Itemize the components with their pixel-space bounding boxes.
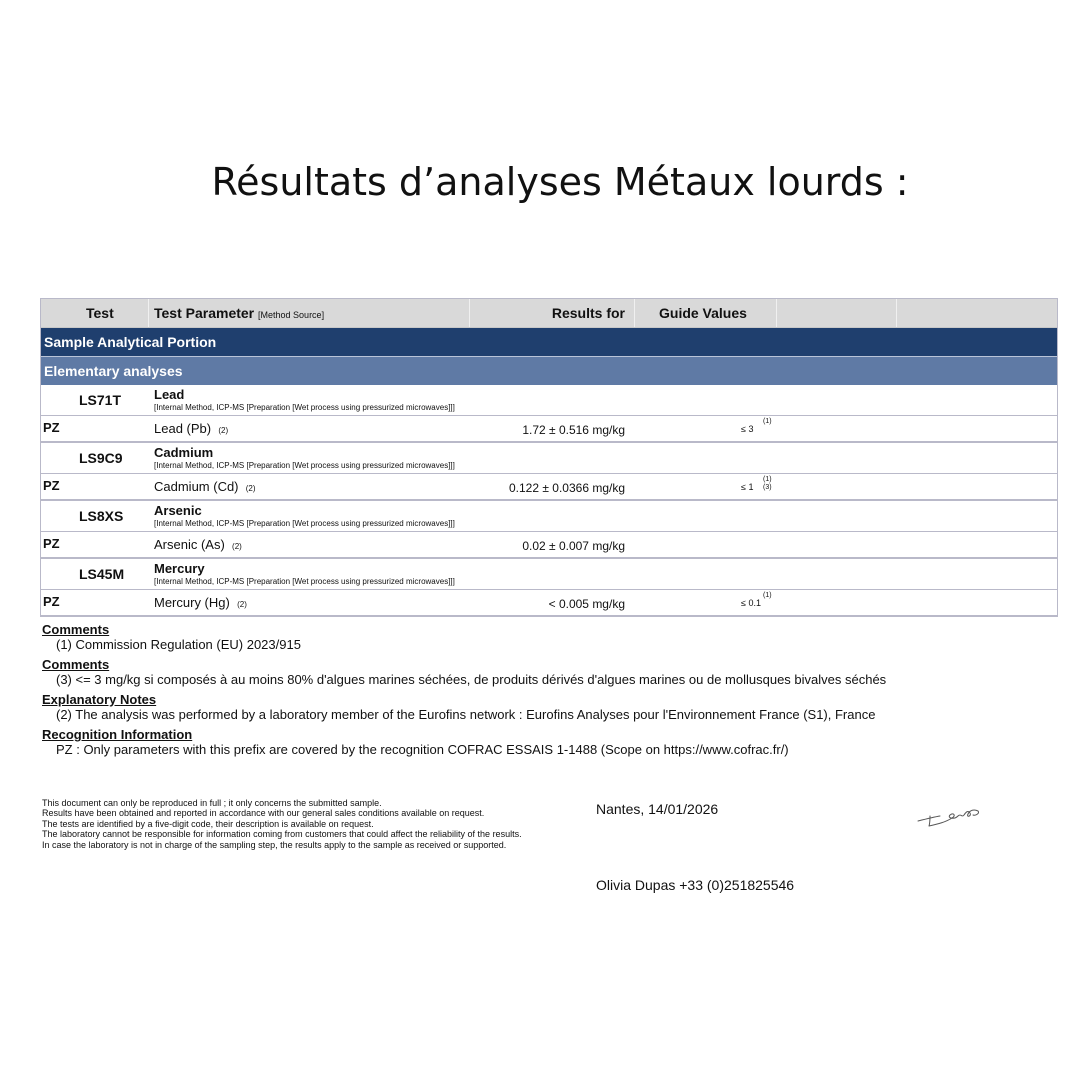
parameter-name: Lead [154, 387, 185, 402]
result-value: 0.122 ± 0.0366 mg/kg [509, 481, 625, 495]
disclaimer-line: The laboratory cannot be responsible for information coming from customers that could affect the reliability of the results. [42, 829, 522, 840]
parameter-name: Arsenic [154, 503, 202, 518]
notes-section [42, 622, 886, 762]
method-source: [Internal Method, ICP-MS [Preparation [Wet process using pressurized microwaves]]] [154, 461, 455, 470]
method-source: [Internal Method, ICP-MS [Preparation [Wet process using pressurized microwaves]]] [154, 577, 455, 586]
header-test: Test [86, 305, 114, 321]
result-value: 0.02 ± 0.007 mg/kg [522, 539, 625, 553]
method-source: [Internal Method, ICP-MS [Preparation [Wet process using pressurized microwaves]]] [154, 403, 455, 412]
parameter-name: Mercury [154, 561, 205, 576]
table-row [41, 385, 1057, 416]
prefix: PZ [43, 594, 60, 609]
prefix: PZ [43, 478, 60, 493]
results-table [40, 298, 1058, 617]
header-results: Results for [551, 305, 625, 321]
note-text: PZ : Only parameters with this prefix are covered by the recognition COFRAC ESSAIS 1-1488 (Scope on https://www.cofrac.fr/) [56, 742, 789, 757]
header-parameter: Test Parameter [Method Source] [154, 305, 325, 321]
subsection-band: Elementary analyses [41, 356, 1057, 385]
disclaimer-line: The tests are identified by a five-digit code, their description is available on request. [42, 818, 374, 829]
place-date: Nantes, 14/01/2026 [596, 801, 719, 817]
test-code: LS71T [79, 392, 122, 408]
prefix: PZ [43, 536, 60, 551]
parameter-label: Cadmium (Cd) (2) [154, 479, 256, 494]
prefix: PZ [43, 420, 60, 435]
page-title: Résultats d’analyses Métaux lourds : [211, 160, 909, 204]
section-band: Sample Analytical Portion [41, 328, 1057, 356]
disclaimer-line: Results have been obtained and reported in accordance with our general sales conditions available on request. [42, 808, 485, 819]
table-row [41, 474, 1057, 501]
table-row [41, 501, 1057, 532]
parameter-name: Cadmium [154, 445, 214, 460]
table-row [41, 559, 1057, 590]
table-header [41, 299, 1057, 328]
parameter-label: Arsenic (As) (2) [154, 537, 242, 552]
disclaimer [42, 798, 588, 850]
test-code: LS8XS [79, 508, 124, 524]
disclaimer-line: In case the laboratory is not in charge of the sampling step, the results apply to the sample as received or supported. [42, 839, 507, 850]
note-heading: Comments [42, 622, 110, 637]
result-value: 1.72 ± 0.516 mg/kg [522, 423, 625, 437]
guide-value: ≤ 1 (1) (3) [741, 476, 772, 492]
note-text: (2) The analysis was performed by a laboratory member of the Eurofins network : Eurofins Analyses pour l'Environnement France (S1), France [56, 707, 876, 722]
header-guide: Guide Values [659, 305, 747, 321]
note-text: (1) Commission Regulation (EU) 2023/915 [56, 637, 301, 652]
table-row [41, 590, 1057, 617]
table-row [41, 416, 1057, 443]
guide-value: ≤ 0.1 (1) [741, 592, 772, 608]
note-heading: Explanatory Notes [42, 692, 157, 707]
signature-image [916, 804, 984, 830]
disclaimer-line: This document can only be reproduced in full ; it only concerns the submitted sample. [42, 798, 382, 808]
guide-value: ≤ 3 (1) [741, 418, 772, 434]
parameter-label: Mercury (Hg) (2) [154, 595, 247, 610]
note-heading: Recognition Information [42, 727, 193, 742]
note-heading: Comments [42, 657, 110, 672]
method-source: [Internal Method, ICP-MS [Preparation [Wet process using pressurized microwaves]]] [154, 519, 455, 528]
signer-contact: Olivia Dupas +33 (0)251825546 [596, 877, 795, 893]
table-row [41, 532, 1057, 559]
test-code: LS9C9 [79, 450, 123, 466]
result-value: < 0.005 mg/kg [548, 597, 625, 611]
note-text: (3) <= 3 mg/kg si composés à au moins 80% d'algues marines séchées, de produits dérivés d'algues marines ou de mollusques bivalves séchés [56, 672, 887, 687]
table-row [41, 443, 1057, 474]
test-code: LS45M [79, 566, 125, 582]
parameter-label: Lead (Pb) (2) [154, 421, 229, 436]
